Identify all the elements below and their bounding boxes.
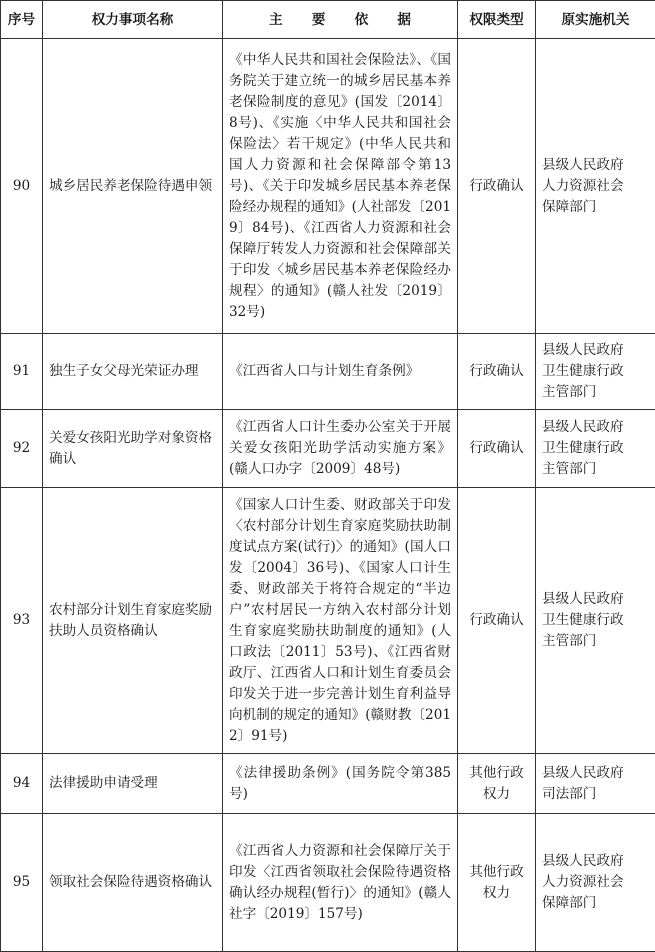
row-org [536,410,655,488]
row-no: 94 [1,754,43,814]
row-name: 关爱女孩阳光助学对象资格确认 [43,410,223,488]
header-basis [223,1,458,39]
row-no: 95 [1,814,43,952]
row-no: 93 [1,488,43,754]
row-org-text: 县级人民政府 卫生健康行政 主管部门 [542,342,624,400]
header-org: 原实施机关 [536,1,655,39]
row-type-text: 其他行政 权力 [469,765,523,802]
row-name: 独生子女父母光荣证办理 [43,334,223,410]
row-basis-text: 《中华人民共和国社会保险法》、《国务院关于建立统一的城乡居民基本养老保险制度的意见》(国发〔2014〕8号)、《实施〈中华人民共和国社会保险法〉若干规定》(中华人民共和国人力资源和社会保障部令第13号)、《关于印发城乡居民基本养老保险经办规程的通知》(人社部发〔2019〕84号)、《江西省人力资源和社会保障厅转发人力资源和社会保障部关于印发〈城乡居民基本养老保险经办规程〉的通知》(赣人社发〔2019〕32号) [229,52,451,320]
row-org [536,754,655,814]
row-basis-text: 《江西省人口与计划生育条例》 [229,363,419,379]
row-org-text: 县级人民政府 司法部门 [542,765,624,802]
row-basis [223,410,458,488]
row-type: 行政确认 [458,39,536,334]
row-no: 90 [1,39,43,334]
header-no: 序号 [1,1,43,39]
row-type [458,814,536,952]
row-name: 城乡居民养老保险待遇申领 [43,39,223,334]
row-type: 行政确认 [458,410,536,488]
row-org-text: 县级人民政府 人力资源社会 保障部门 [542,157,624,215]
table-row [1,814,655,952]
table-row [1,334,655,410]
row-org [536,39,655,334]
row-org-text: 县级人民政府 人力资源社会 保障部门 [542,853,624,911]
table-row [1,410,655,488]
table-header-row [1,1,655,39]
row-basis-text: 《法律援助条例》(国务院令第385号) [229,765,451,802]
row-name: 农村部分计划生育家庭奖励扶助人员资格确认 [43,488,223,754]
table-row [1,754,655,814]
row-org [536,334,655,410]
row-basis-text: 《江西省人力资源和社会保障厅关于印发〈江西省领取社会保险待遇资格确认经办规程(暂行)〉的通知》(赣人社字〔2019〕157号) [229,843,451,922]
header-type: 权限类型 [458,1,536,39]
row-basis-text: 《江西省人口计生委办公室关于开展关爱女孩阳光助学活动实施方案》(赣人口办字〔2009〕48号) [229,419,451,477]
row-basis [223,814,458,952]
row-org [536,488,655,754]
row-type-text: 其他行政 权力 [469,864,523,901]
row-basis-text: 《国家人口计生委、财政部关于印发〈农村部分计划生育家庭奖励扶助制度试点方案(试行)〉的通知》(国人口发〔2004〕36号)、《国家人口计生委、财政部关于将符合规定的“半边户”农村居民一方纳入农村部分计划生育家庭奖励扶助制度的通知》(人口政法〔2011〕53号)、《江西省财政厅、江西省人口和计划生育委员会印发关于进一步完善计划生育利益导向机制的规定的通知》(赣财教〔2012〕91号) [229,497,451,744]
table-row [1,488,655,754]
row-org-text: 县级人民政府 卫生健康行政 主管部门 [542,419,624,477]
row-type: 行政确认 [458,488,536,754]
row-no: 91 [1,334,43,410]
row-name: 法律援助申请受理 [43,754,223,814]
row-no: 92 [1,410,43,488]
header-basis-text: 主 要 依 据 [269,12,423,28]
row-org-text: 县级人民政府 卫生健康行政 主管部门 [542,591,624,649]
row-type [458,754,536,814]
row-basis [223,488,458,754]
row-basis [223,754,458,814]
row-basis [223,334,458,410]
row-basis [223,39,458,334]
row-name: 领取社会保险待遇资格确认 [43,814,223,952]
row-type: 行政确认 [458,334,536,410]
header-name: 权力事项名称 [43,1,223,39]
table-row [1,39,655,334]
row-org [536,814,655,952]
